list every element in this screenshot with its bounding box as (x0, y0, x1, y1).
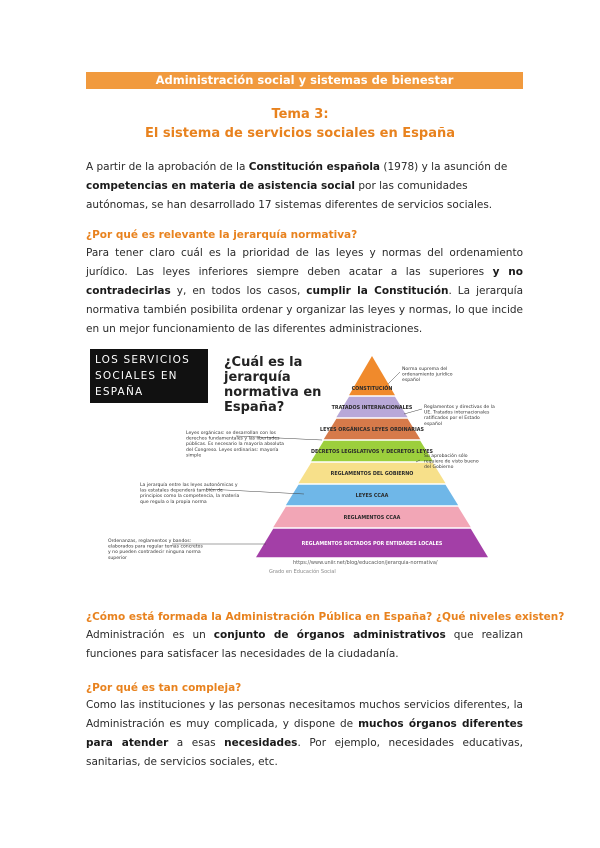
note-decrees-text-line-2: requiere de visto bueno (424, 459, 479, 465)
intro-bold-1: Constitución española (248, 161, 381, 173)
note-treaties-text-line-4: español (424, 421, 442, 427)
section3-heading: ¿Por qué es tan compleja? (86, 682, 242, 694)
note-organic-laws-text-line-1: Leyes orgánicas: se desarrollan con los (186, 431, 276, 436)
question-line-3: normativa en (224, 385, 322, 400)
pyramid-level-label-4: DECRETOS LEGISLATIVOS Y DECRETOS LEYES (311, 450, 433, 455)
note-local-text-line-1: Ordenanzas, reglamentos y bandos: (108, 539, 192, 544)
section2-bold-1: conjunto de órganos administrativos (213, 629, 446, 641)
source-url: https://www.uniir.net/blog/educacion/jerarquia-normativa/ (293, 560, 438, 566)
title-box-line-3: ESPAÑA (95, 386, 144, 398)
topic-title: El sistema de servicios sociales en España (144, 126, 456, 141)
note-autonomous-laws-text-line-4: que regula o la propia norma (140, 499, 207, 505)
question-line-2: jerarquía (224, 370, 291, 385)
section1-text-3: . La jerarquía normativa también posibilita ordenar y organizar las leyes y normas, lo que incide en un mejor funcionamiento de las diferentes administraciones. (86, 285, 523, 335)
title-box-line-1: LOS SERVICIOS (95, 354, 191, 366)
section3-paragraph (86, 696, 523, 772)
section1-paragraph (86, 244, 523, 339)
intro-text-2: (1978) y la asunción de (380, 161, 508, 173)
note-autonomous-laws-text-line-3: principios como la competencia, la materia (140, 494, 240, 500)
section3-text-2: a esas (168, 737, 225, 749)
section2-text-1: Administración es un (86, 629, 214, 641)
header-band: Administración social y sistemas de bienestar (86, 72, 523, 89)
pyramid-level-label-2: TRATADOS INTERNACIONALES (331, 406, 413, 411)
pyramid-level-label-8: REGLAMENTOS DICTADOS POR ENTIDADES LOCALES (301, 542, 443, 547)
intro-bold-2: competencias en materia de asistencia social (86, 180, 356, 192)
note-treaties-text-line-1: Reglamentos y directivas de la (424, 405, 495, 410)
note-constitution-text-line-3: español (402, 378, 420, 384)
section1-text-1: Para tener claro cuál es la prioridad de las leyes y normas del ordenamiento jurídico. Las leyes inferiores siempre deben acatar a las superiores (86, 247, 523, 278)
intro-paragraph (86, 158, 523, 215)
note-treaties-text-line-3: ratificados por el Estado (424, 416, 480, 422)
section2-heading: ¿Cómo está formada la Administración Pública en España? ¿Qué niveles existen? (86, 611, 565, 623)
source-credit: Grado en Educación Social (269, 569, 336, 575)
note-local-text-line-4: superior (108, 555, 127, 561)
note-local-text-line-2: elaborados para regular temas concretos (108, 544, 203, 550)
note-treaties-text-line-2: UE. Tratados internacionales (424, 410, 490, 416)
section2-text-2: que realizan funciones para satisfacer las necesidades de la ciudadanía. (86, 629, 524, 660)
title-box-line-2: SOCIALES EN (95, 370, 178, 382)
note-local-text-line-3: y no pueden contradecir ninguna norma (108, 550, 201, 556)
question-line-1: ¿Cuál es la (224, 355, 303, 370)
section1-heading: ¿Por qué es relevante la jerarquía normativa? (86, 229, 358, 241)
section1-bold-1: y no contradecirlas (86, 266, 523, 297)
section3-bold-2: necesidades (224, 737, 298, 749)
note-autonomous-laws-text-line-1: La jerarquía entre las leyes autonómicas y (140, 483, 238, 488)
pyramid-level-label-1: CONSTITUCIÓN (351, 387, 393, 392)
pyramid-level-label-6: LEYES CCAA (355, 494, 389, 499)
topic-number: Tema 3: (271, 107, 329, 122)
pyramid-level-label-5: REGLAMENTOS DEL GOBIERNO (330, 472, 414, 477)
hierarchy-infographic (86, 344, 526, 576)
note-decrees-text-line-3: del Gobierno (424, 465, 454, 471)
section3-text-3: . Por ejemplo, necesidades educativas, sanitarias, de servicios sociales, etc. (86, 737, 523, 768)
note-decrees-text-line-1: Su aprobación sólo (424, 454, 468, 459)
note-organic-laws-text-line-5: simple (186, 453, 202, 459)
note-organic-laws-text-line-4: del Congreso. Leyes ordinarias: mayoría (186, 447, 279, 453)
section1-text-2: y, en todos los casos, (170, 285, 307, 297)
note-autonomous-laws-text-line-2: las estatales dependerá también de (140, 488, 223, 494)
pyramid-level-label-3: LEYES ORGÁNICAS LEYES ORDINARIAS (320, 428, 424, 433)
note-constitution-text-line-2: ordenamiento jurídico (402, 372, 453, 378)
intro-text-3: por las comunidades autónomas, se han desarrollado 17 sistemas diferentes de servicios sociales. (86, 180, 493, 211)
note-constitution-text-line-1: Norma suprema del (402, 367, 448, 372)
section2-paragraph (86, 626, 523, 664)
question-line-4: España? (224, 400, 285, 415)
note-organic-laws-text-line-3: públicas. Es necesario la mayoría absoluta (186, 442, 284, 448)
section3-text-1: Como las instituciones y las personas necesitamos muchos servicios diferentes, la Administración es muy complicada, y dispone de (86, 699, 523, 730)
section1-bold-2: cumplir la Constitución (306, 285, 449, 297)
note-organic-laws-text-line-2: derechos fundamentales y las libertades (186, 436, 280, 442)
intro-text-1: A partir de la aprobación de la (86, 161, 249, 173)
pyramid-level-label-7: REGLAMENTOS CCAA (343, 516, 401, 521)
section3-bold-1: muchos órganos diferentes para atender (86, 718, 523, 749)
